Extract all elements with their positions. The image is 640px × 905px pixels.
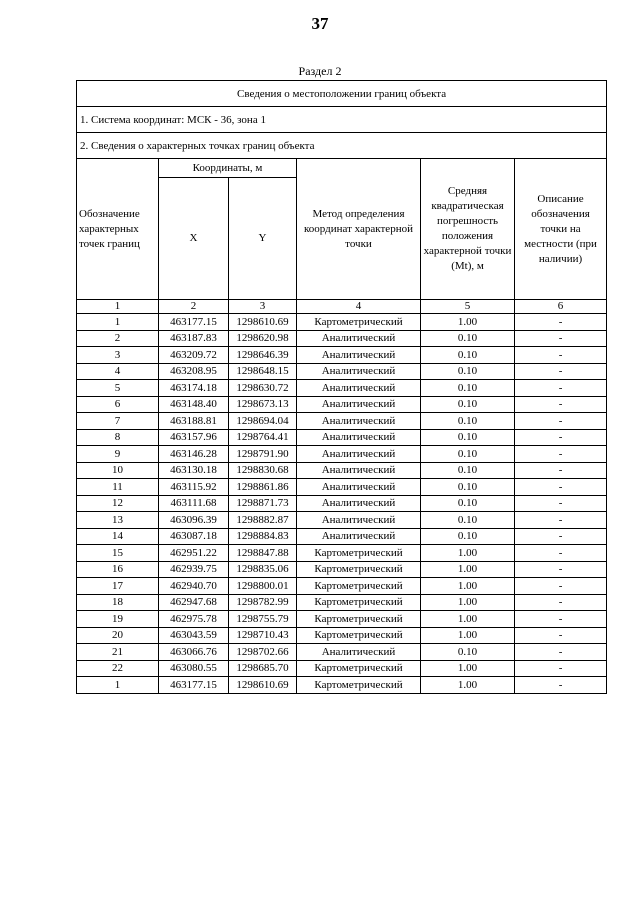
error-cell: 0.10 — [421, 363, 515, 380]
description-cell: - — [515, 429, 607, 446]
point-cell: 17 — [77, 578, 159, 595]
method-cell: Картометрический — [297, 561, 421, 578]
x-cell: 463208.95 — [159, 363, 229, 380]
error-cell: 0.10 — [421, 347, 515, 364]
y-cell: 1298847.88 — [229, 545, 297, 562]
error-cell: 0.10 — [421, 446, 515, 463]
error-cell: 1.00 — [421, 314, 515, 331]
method-cell: Картометрический — [297, 611, 421, 628]
column-number: 1 — [77, 300, 159, 314]
section-label: Раздел 2 — [298, 64, 342, 78]
y-cell: 1298791.90 — [229, 446, 297, 463]
y-cell: 1298620.98 — [229, 330, 297, 347]
column-number: 2 — [159, 300, 229, 314]
description-cell: - — [515, 380, 607, 397]
point-cell: 15 — [77, 545, 159, 562]
y-cell: 1298764.41 — [229, 429, 297, 446]
table-row — [77, 528, 607, 545]
error-cell: 1.00 — [421, 611, 515, 628]
table-body — [77, 314, 607, 694]
description-cell: - — [515, 495, 607, 512]
table-row — [77, 446, 607, 463]
x-cell: 463188.81 — [159, 413, 229, 430]
y-cell: 1298882.87 — [229, 512, 297, 529]
header-designation: Обозначение характерных точек границ — [77, 159, 159, 300]
method-cell: Картометрический — [297, 627, 421, 644]
y-cell: 1298871.73 — [229, 495, 297, 512]
point-cell: 5 — [77, 380, 159, 397]
method-cell: Картометрический — [297, 314, 421, 331]
method-cell: Аналитический — [297, 528, 421, 545]
x-cell: 463130.18 — [159, 462, 229, 479]
description-cell: - — [515, 347, 607, 364]
x-cell: 463209.72 — [159, 347, 229, 364]
point-cell: 13 — [77, 512, 159, 529]
description-cell: - — [515, 330, 607, 347]
table-row — [77, 479, 607, 496]
y-cell: 1298685.70 — [229, 660, 297, 677]
table-row — [77, 677, 607, 694]
column-number: 3 — [229, 300, 297, 314]
table-row — [77, 644, 607, 661]
method-cell: Аналитический — [297, 363, 421, 380]
table-row — [77, 363, 607, 380]
point-cell: 3 — [77, 347, 159, 364]
header-error: Средняя квадратическая погрешность положения характерной точки (Mt), м — [421, 159, 515, 300]
header-description: Описание обозначения точки на местности (при наличии) — [515, 159, 607, 300]
error-cell: 0.10 — [421, 380, 515, 397]
point-cell: 1 — [77, 677, 159, 694]
table-row — [77, 429, 607, 446]
column-number: 5 — [421, 300, 515, 314]
description-cell: - — [515, 446, 607, 463]
x-cell: 463111.68 — [159, 495, 229, 512]
description-cell: - — [515, 512, 607, 529]
y-cell: 1298610.69 — [229, 677, 297, 694]
y-cell: 1298800.01 — [229, 578, 297, 595]
error-cell: 1.00 — [421, 578, 515, 595]
column-number: 6 — [515, 300, 607, 314]
method-cell: Аналитический — [297, 347, 421, 364]
y-cell: 1298755.79 — [229, 611, 297, 628]
y-cell: 1298610.69 — [229, 314, 297, 331]
table-row — [77, 413, 607, 430]
y-cell: 1298648.15 — [229, 363, 297, 380]
error-cell: 1.00 — [421, 594, 515, 611]
point-cell: 7 — [77, 413, 159, 430]
table-row — [77, 462, 607, 479]
y-cell: 1298673.13 — [229, 396, 297, 413]
x-cell: 463177.15 — [159, 677, 229, 694]
header-method: Метод определения координат характерной точки — [297, 159, 421, 300]
x-cell: 463087.18 — [159, 528, 229, 545]
point-cell: 1 — [77, 314, 159, 331]
x-cell: 463115.92 — [159, 479, 229, 496]
y-cell: 1298630.72 — [229, 380, 297, 397]
table-row — [77, 627, 607, 644]
x-cell: 463080.55 — [159, 660, 229, 677]
description-cell: - — [515, 479, 607, 496]
table-row — [77, 330, 607, 347]
point-cell: 14 — [77, 528, 159, 545]
description-cell: - — [515, 660, 607, 677]
description-cell: - — [515, 528, 607, 545]
y-cell: 1298702.66 — [229, 644, 297, 661]
table-row — [77, 578, 607, 595]
point-cell: 12 — [77, 495, 159, 512]
x-cell: 463146.28 — [159, 446, 229, 463]
x-cell: 463174.18 — [159, 380, 229, 397]
description-cell: - — [515, 611, 607, 628]
error-cell: 0.10 — [421, 528, 515, 545]
y-cell: 1298835.06 — [229, 561, 297, 578]
x-cell: 462951.22 — [159, 545, 229, 562]
y-cell: 1298782.99 — [229, 594, 297, 611]
description-cell: - — [515, 677, 607, 694]
description-cell: - — [515, 561, 607, 578]
point-cell: 18 — [77, 594, 159, 611]
error-cell: 1.00 — [421, 627, 515, 644]
method-cell: Аналитический — [297, 512, 421, 529]
description-cell: - — [515, 627, 607, 644]
table-row — [77, 314, 607, 331]
method-cell: Аналитический — [297, 462, 421, 479]
x-cell: 463187.83 — [159, 330, 229, 347]
point-cell: 22 — [77, 660, 159, 677]
table-row — [77, 396, 607, 413]
table-row — [77, 660, 607, 677]
x-cell: 462947.68 — [159, 594, 229, 611]
column-number: 4 — [297, 300, 421, 314]
error-cell: 1.00 — [421, 660, 515, 677]
method-cell: Аналитический — [297, 380, 421, 397]
y-cell: 1298646.39 — [229, 347, 297, 364]
y-cell: 1298710.43 — [229, 627, 297, 644]
y-cell: 1298694.04 — [229, 413, 297, 430]
point-cell: 8 — [77, 429, 159, 446]
error-cell: 0.10 — [421, 413, 515, 430]
description-cell: - — [515, 644, 607, 661]
x-cell: 463096.39 — [159, 512, 229, 529]
x-cell: 463177.15 — [159, 314, 229, 331]
description-cell: - — [515, 545, 607, 562]
error-cell: 0.10 — [421, 512, 515, 529]
page-number: 37 — [311, 14, 329, 33]
x-cell: 463043.59 — [159, 627, 229, 644]
table-row — [77, 512, 607, 529]
method-cell: Аналитический — [297, 644, 421, 661]
method-cell: Аналитический — [297, 495, 421, 512]
point-cell: 11 — [77, 479, 159, 496]
point-cell: 19 — [77, 611, 159, 628]
error-cell: 1.00 — [421, 545, 515, 562]
error-cell: 0.10 — [421, 429, 515, 446]
point-cell: 4 — [77, 363, 159, 380]
method-cell: Картометрический — [297, 660, 421, 677]
table-row — [77, 594, 607, 611]
y-cell: 1298861.86 — [229, 479, 297, 496]
x-cell: 463157.96 — [159, 429, 229, 446]
y-cell: 1298830.68 — [229, 462, 297, 479]
point-cell: 6 — [77, 396, 159, 413]
description-cell: - — [515, 462, 607, 479]
column-number-row — [77, 300, 607, 314]
error-cell: 0.10 — [421, 462, 515, 479]
description-cell: - — [515, 396, 607, 413]
method-cell: Аналитический — [297, 330, 421, 347]
coordinate-system: 1. Система координат: МСК - 36, зона 1 — [77, 107, 607, 133]
error-cell: 0.10 — [421, 330, 515, 347]
point-cell: 2 — [77, 330, 159, 347]
header-x: X — [159, 178, 229, 300]
point-cell: 9 — [77, 446, 159, 463]
method-cell: Картометрический — [297, 545, 421, 562]
description-cell: - — [515, 413, 607, 430]
table-row — [77, 545, 607, 562]
point-cell: 10 — [77, 462, 159, 479]
method-cell: Аналитический — [297, 396, 421, 413]
description-cell: - — [515, 578, 607, 595]
method-cell: Аналитический — [297, 413, 421, 430]
error-cell: 1.00 — [421, 561, 515, 578]
description-cell: - — [515, 314, 607, 331]
point-cell: 20 — [77, 627, 159, 644]
error-cell: 0.10 — [421, 495, 515, 512]
method-cell: Аналитический — [297, 479, 421, 496]
table-row — [77, 611, 607, 628]
x-cell: 462940.70 — [159, 578, 229, 595]
table-row — [77, 347, 607, 364]
point-cell: 16 — [77, 561, 159, 578]
x-cell: 463148.40 — [159, 396, 229, 413]
method-cell: Картометрический — [297, 677, 421, 694]
x-cell: 462975.78 — [159, 611, 229, 628]
table-title: Сведения о местоположении границ объекта — [77, 81, 607, 107]
table-row — [77, 561, 607, 578]
description-cell: - — [515, 363, 607, 380]
table-row — [77, 495, 607, 512]
table-row — [77, 380, 607, 397]
method-cell: Картометрический — [297, 578, 421, 595]
boundary-points-table — [76, 80, 607, 694]
method-cell: Картометрический — [297, 594, 421, 611]
error-cell: 0.10 — [421, 479, 515, 496]
header-coordinates: Координаты, м — [159, 159, 297, 178]
x-cell: 462939.75 — [159, 561, 229, 578]
error-cell: 1.00 — [421, 677, 515, 694]
error-cell: 0.10 — [421, 396, 515, 413]
header-y: Y — [229, 178, 297, 300]
error-cell: 0.10 — [421, 644, 515, 661]
x-cell: 463066.76 — [159, 644, 229, 661]
point-cell: 21 — [77, 644, 159, 661]
description-cell: - — [515, 594, 607, 611]
method-cell: Аналитический — [297, 429, 421, 446]
y-cell: 1298884.83 — [229, 528, 297, 545]
method-cell: Аналитический — [297, 446, 421, 463]
points-heading: 2. Сведения о характерных точках границ объекта — [77, 133, 607, 159]
